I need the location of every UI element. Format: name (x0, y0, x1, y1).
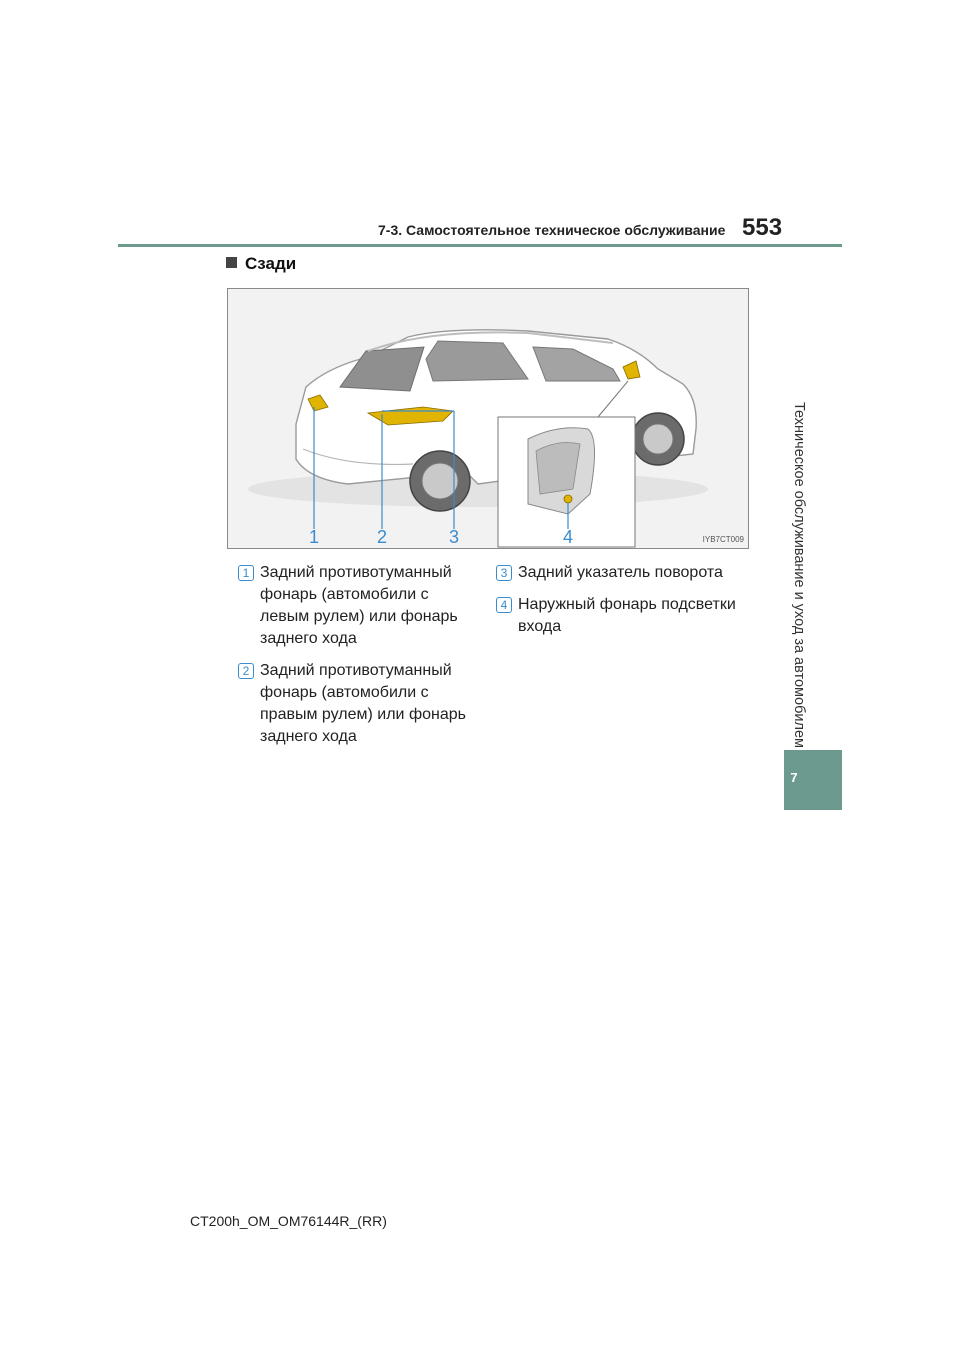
callout-number-1: 1 (308, 527, 320, 547)
car-rear-illustration (228, 289, 748, 548)
callout-number-3: 3 (448, 527, 460, 547)
list-item (230, 562, 475, 650)
chapter-tab (784, 750, 842, 810)
list-item-text: Наружный фонарь подсветки входа (518, 596, 736, 635)
section-heading (226, 254, 296, 274)
callout-number-2: 2 (376, 527, 388, 547)
callout-badge: 3 (496, 565, 512, 581)
list-item-text: Задний противотуманный фонарь (автомобили с левым рулем) или фонарь заднего хода (260, 564, 458, 647)
list-item (488, 594, 750, 638)
list-item-text: Задний противотуманный фонарь (автомобили с правым рулем) или фонарь заднего хода (260, 662, 466, 745)
callout-number-4: 4 (562, 527, 574, 547)
chapter-number: 7 (790, 770, 798, 785)
callout-list-left (230, 562, 475, 758)
list-item (230, 660, 475, 748)
chapter-side-title-text: Техническое обслуживание и уход за автомобилем (791, 402, 807, 748)
section-heading-text: Сзади (245, 254, 297, 273)
rear-lights-figure (227, 288, 749, 549)
callout-badge: 4 (496, 597, 512, 613)
list-item-text: Задний указатель поворота (518, 564, 723, 581)
list-item (488, 562, 750, 584)
chapter-side-title (784, 402, 814, 748)
square-bullet-icon (226, 257, 237, 268)
header-rule (118, 244, 842, 247)
callout-badge: 1 (238, 565, 254, 581)
figure-code: IYB7CT009 (702, 535, 744, 544)
header-title: 7-3. Самостоятельное техническое обслуживание (378, 222, 726, 238)
callout-list-right (488, 562, 750, 648)
callout-badge: 2 (238, 663, 254, 679)
footer-doc-code: CT200h_OM_OM76144R_(RR) (190, 1213, 387, 1229)
page-number: 553 (742, 214, 783, 241)
